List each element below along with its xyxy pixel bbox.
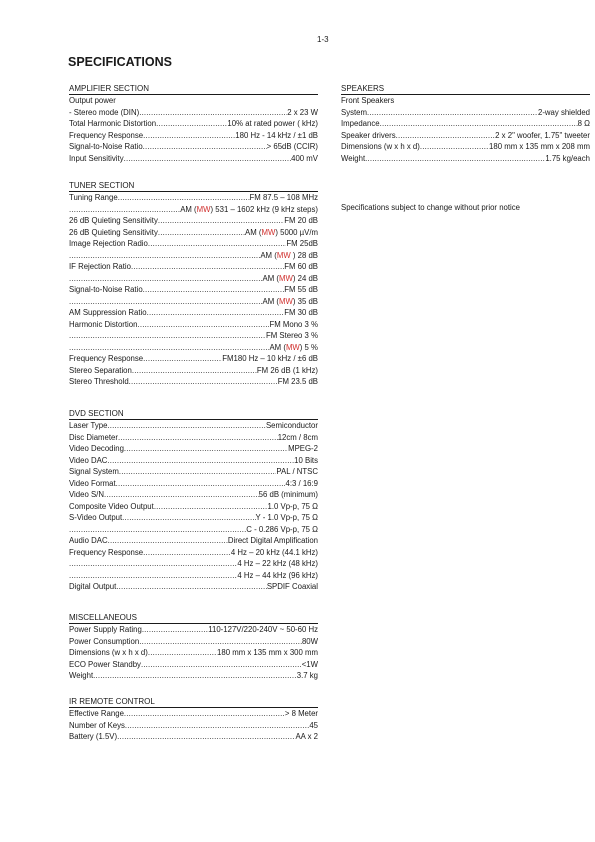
spec-line [69, 659, 318, 671]
dot-leader [117, 731, 295, 743]
spec-value: Semiconductor [265, 421, 318, 430]
spec-label: Dimensions (w x h x d) [69, 648, 148, 657]
spec-value: FM 60 dB [284, 262, 318, 271]
spec-value-prefix: AM ( [269, 342, 286, 352]
spec-value: 2-way shielded [537, 107, 590, 117]
spec-value: 180 mm x 135 mm x 300 mm [217, 648, 318, 657]
spec-label: Frequency Response [69, 354, 144, 363]
dot-leader [108, 535, 228, 547]
spec-label: Stereo Separation [69, 365, 132, 375]
spec-value: 8 Ω [577, 119, 590, 128]
spec-label: Dimensions (w x h x d) [341, 142, 420, 151]
spec-label: Tuning Range [69, 193, 118, 202]
spec-line [69, 307, 318, 319]
spec-label: Weight [69, 671, 94, 680]
spec-label: Power Supply Rating [69, 625, 142, 634]
spec-label: Impedance [341, 119, 380, 128]
dot-leader [142, 624, 208, 636]
spec-label: IF Rejection Ratio [69, 262, 131, 271]
spec-label: Signal-to-Noise Ratio [69, 285, 143, 294]
misc-section [69, 612, 318, 682]
spec-value: FM 30 dB [284, 308, 318, 317]
spec-line [69, 130, 318, 142]
spec-value: > 65dB (CCIR) [266, 142, 318, 151]
spec-label: Disc Diameter [69, 432, 118, 442]
spec-label: Image Rejection Radio [69, 239, 148, 248]
spec-value: 180 mm x 135 mm x 208 mm [489, 142, 590, 151]
dot-leader [118, 192, 250, 204]
spec-value: 1.0 Vp-p, 75 Ω [267, 501, 318, 511]
dot-leader [125, 720, 309, 732]
spec-line [69, 204, 318, 216]
spec-line [69, 250, 318, 262]
spec-label: Video Format [69, 478, 116, 488]
spec-value [269, 342, 318, 354]
spec-label: Harmonic Distortion [69, 319, 138, 329]
dot-leader [116, 478, 286, 490]
spec-value: C - 0.286 Vp-p, 75 Ω [246, 524, 318, 534]
remote-section [69, 696, 318, 743]
band-highlight: MW [279, 273, 293, 283]
dot-leader [396, 130, 496, 142]
spec-value: 10% at rated power ( kHz) [227, 119, 318, 128]
spec-label: Output power [69, 96, 116, 105]
dot-leader [132, 365, 257, 377]
spec-value: 2 x 23 W [287, 107, 318, 117]
dot-leader [93, 670, 297, 682]
spec-line [69, 420, 318, 432]
spec-label: Total Harmonic Distortion [69, 119, 157, 128]
spec-value: FM 26 dB (1 kHz) [256, 365, 318, 375]
spec-line [69, 558, 318, 570]
spec-line [69, 376, 318, 388]
spec-value: <1W [301, 659, 318, 669]
spec-line [69, 466, 318, 478]
spec-value: FM Stereo 3 % [266, 331, 318, 340]
section-heading: SPEAKERS [341, 83, 590, 95]
spec-value [180, 204, 318, 216]
spec-line [69, 227, 318, 239]
spec-line [341, 130, 590, 142]
section-heading: MISCELLANEOUS [69, 612, 318, 624]
spec-value: 4 Hz – 44 kHz (96 kHz) [237, 570, 318, 580]
spec-line [69, 731, 318, 743]
spec-label: Power Consumption [69, 636, 140, 646]
spec-label: Number of Keys [69, 720, 125, 730]
spec-value: 10 Bits [294, 455, 318, 465]
spec-line [69, 547, 318, 559]
spec-line [69, 570, 318, 582]
spec-line [69, 141, 318, 153]
band-highlight: MW [276, 250, 293, 260]
spec-value: Direct Digital Amplification [227, 536, 318, 545]
spec-label: ECO Power Standby [69, 659, 141, 669]
spec-label: Weight [341, 153, 366, 163]
spec-value: 3.7 kg [296, 671, 318, 680]
spec-value: 80W [301, 636, 318, 646]
spec-value: 4:3 / 16:9 [285, 478, 318, 488]
spec-value: FM 20 dB [284, 216, 318, 225]
change-notice: Specifications subject to change without prior notice [341, 203, 520, 212]
spec-line [69, 581, 318, 593]
spec-line [69, 261, 318, 273]
dot-leader [124, 443, 288, 455]
spec-line [69, 296, 318, 308]
dot-leader [116, 581, 267, 593]
spec-value: FM 23.5 dB [277, 377, 318, 386]
spec-value: FM180 Hz – 10 kHz / ±6 dB [222, 354, 318, 363]
spec-line [69, 501, 318, 513]
spec-line [69, 238, 318, 250]
spec-label: Effective Range [69, 709, 124, 718]
dot-leader [69, 524, 246, 536]
dot-leader [119, 466, 277, 478]
dot-leader [139, 107, 287, 119]
speakers-section [341, 83, 590, 164]
spec-value-suffix: ) 531 – 1602 kHz (9 kHz steps) [210, 204, 318, 214]
spec-line [69, 118, 318, 130]
spec-line [69, 478, 318, 490]
spec-value: FM 25dB [286, 239, 318, 248]
spec-value-suffix: ) 5 % [299, 342, 318, 352]
dot-leader [154, 501, 268, 513]
spec-label: Speaker drivers [341, 130, 396, 140]
tuner-section [69, 180, 318, 388]
dot-leader [129, 376, 278, 388]
page-number: 1-3 [317, 35, 329, 44]
spec-label: Battery (1.5V) [69, 732, 118, 741]
spec-line [69, 284, 318, 296]
spec-value: 56 dB (minimum) [258, 490, 318, 499]
spec-value: > 8 Meter [284, 709, 318, 718]
spec-label: Video Decoding [69, 444, 124, 453]
spec-value: 400 mV [291, 153, 318, 163]
dot-leader [147, 307, 285, 319]
spec-value [260, 250, 318, 262]
page-title: SPECIFICATIONS [68, 55, 172, 69]
spec-line [69, 365, 318, 377]
spec-label: Stereo Threshold [69, 377, 129, 386]
section-heading: TUNER SECTION [69, 180, 318, 192]
spec-line [341, 107, 590, 119]
spec-line [69, 432, 318, 444]
spec-value: 180 Hz - 14 kHz / ±1 dB [235, 130, 318, 140]
dot-leader [143, 284, 285, 296]
dot-leader [124, 708, 285, 720]
spec-value: MPEG-2 [288, 444, 318, 453]
spec-line [69, 647, 318, 659]
spec-line [69, 670, 318, 682]
spec-label: Laser Type [69, 421, 108, 430]
spec-value-prefix: AM ( [262, 273, 279, 283]
dot-leader [124, 153, 292, 165]
spec-value: PAL / NTSC [276, 467, 318, 476]
spec-line [69, 153, 318, 165]
spec-value: FM 87.5 – 108 MHz [249, 193, 318, 202]
spec-label: - Stereo mode (DIN) [69, 107, 140, 117]
spec-line [341, 141, 590, 153]
dot-leader [118, 432, 278, 444]
spec-value: SPDIF Coaxial [266, 582, 318, 591]
dot-leader [69, 342, 269, 354]
spec-label: Frequency Response [69, 547, 144, 557]
dot-leader [143, 353, 222, 365]
spec-label: S-Video Output [69, 513, 123, 522]
spec-value-prefix: AM ( [262, 296, 279, 306]
dot-leader [148, 238, 286, 250]
spec-line [69, 524, 318, 536]
dot-leader [122, 512, 255, 524]
spec-value: 2 x 2" woofer, 1.75" tweeter [495, 130, 590, 140]
spec-value [263, 273, 318, 285]
spec-value [263, 296, 318, 308]
dot-leader [141, 659, 302, 671]
dot-leader [367, 107, 538, 119]
spec-value-suffix: ) 24 dB [292, 273, 318, 283]
spec-line [69, 353, 318, 365]
dot-leader [420, 141, 489, 153]
spec-line [69, 624, 318, 636]
spec-label: Digital Output [69, 582, 117, 591]
band-highlight: MW [196, 204, 211, 214]
spec-line [69, 192, 318, 204]
spec-line [69, 342, 318, 354]
spec-value: 1.75 kg/each [545, 153, 590, 163]
spec-line [69, 720, 318, 732]
spec-line [69, 489, 318, 501]
dot-leader [107, 455, 294, 467]
spec-label: Front Speakers [341, 96, 395, 105]
dot-leader [69, 558, 237, 570]
spec-label: 26 dB Quieting Sensitivity [69, 227, 158, 237]
spec-label: Video DAC [69, 455, 108, 465]
dot-leader [69, 204, 180, 216]
section-heading: AMPLIFIER SECTION [69, 83, 318, 95]
section-heading: IR REMOTE CONTROL [69, 696, 318, 708]
spec-line [69, 512, 318, 524]
spec-value: 4 Hz – 22 kHz (48 kHz) [237, 559, 318, 568]
dot-leader [69, 330, 266, 342]
spec-value-prefix: AM ( [180, 204, 197, 214]
spec-value: Y - 1.0 Vp-p, 75 Ω [255, 513, 318, 522]
dot-leader [158, 215, 284, 227]
dvd-section [69, 408, 318, 593]
dot-leader [143, 547, 231, 559]
spec-line [69, 330, 318, 342]
spec-line [69, 535, 318, 547]
spec-label: Video S/N [69, 490, 104, 499]
dot-leader [69, 296, 263, 308]
spec-line [341, 153, 590, 165]
amplifier-section [69, 83, 318, 164]
spec-value-suffix: ) 28 dB [292, 250, 318, 260]
spec-value: FM 55 dB [284, 285, 318, 294]
spec-label: Frequency Response [69, 130, 144, 140]
spec-label: System [341, 107, 367, 117]
section-heading: DVD SECTION [69, 408, 318, 420]
spec-label: Audio DAC [69, 536, 108, 545]
dot-leader [104, 489, 259, 501]
spec-value: AA x 2 [295, 732, 318, 741]
spec-label: Signal System [69, 467, 119, 476]
dot-leader [69, 570, 237, 582]
spec-value-prefix: AM ( [260, 250, 277, 260]
spec-line [69, 215, 318, 227]
dot-leader [158, 227, 245, 239]
spec-label: Input Sensitivity [69, 153, 124, 163]
spec-value-prefix: AM ( [245, 227, 262, 237]
spec-line [341, 95, 590, 107]
spec-label: Signal-to-Noise Ratio [69, 142, 143, 151]
spec-value: 4 Hz – 20 kHz (44.1 kHz) [230, 547, 318, 557]
band-highlight: MW [261, 227, 276, 237]
spec-value: 110-127V/220-240V ~ 50-60 Hz [208, 625, 318, 634]
dot-leader [148, 647, 217, 659]
dot-leader [139, 636, 302, 648]
spec-line [69, 708, 318, 720]
spec-line [341, 118, 590, 130]
spec-label: Composite Video Output [69, 501, 154, 511]
spec-label: AM Suppression Ratio [69, 308, 147, 317]
dot-leader [143, 141, 267, 153]
dot-leader [380, 118, 578, 130]
spec-line [69, 107, 318, 119]
spec-line [69, 636, 318, 648]
dot-leader [131, 261, 284, 273]
dot-leader [143, 130, 235, 142]
dot-leader [137, 319, 269, 331]
spec-value [245, 227, 318, 239]
spec-value: 12cm / 8cm [277, 432, 318, 442]
band-highlight: MW [285, 342, 300, 352]
dot-leader [365, 153, 545, 165]
spec-line [69, 443, 318, 455]
spec-value: 45 [309, 720, 318, 730]
spec-line [69, 273, 318, 285]
dot-leader [156, 118, 227, 130]
dot-leader [69, 250, 260, 262]
dot-leader [69, 273, 263, 285]
spec-line [69, 95, 318, 107]
spec-value: FM Mono 3 % [269, 319, 318, 329]
spec-line [69, 319, 318, 331]
spec-value-suffix: ) 5000 µV/m [275, 227, 318, 237]
band-highlight: MW [279, 296, 293, 306]
dot-leader [107, 420, 266, 432]
spec-value-suffix: ) 35 dB [292, 296, 318, 306]
spec-label: 26 dB Quieting Sensitivity [69, 216, 158, 225]
spec-line [69, 455, 318, 467]
